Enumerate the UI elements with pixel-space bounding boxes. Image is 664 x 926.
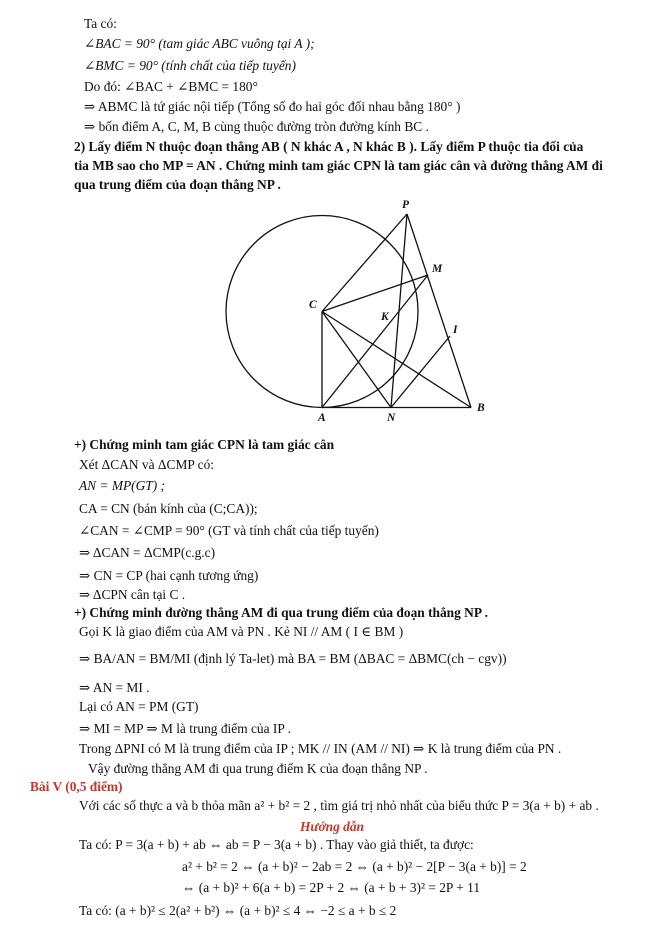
- define-k: Gọi K là giao điểm của AM và PN . Kẻ NI // AM ( I ∈ BM ): [79, 624, 404, 639]
- m-midpoint-ip: ⇒ MI = MP ⇒ M là trung điểm của IP .: [79, 721, 291, 736]
- bai-v-heading: Bài V (0,5 điểm): [30, 779, 123, 794]
- cpn-isosceles: ⇒ ΔCPN cân tại C .: [79, 587, 186, 602]
- problem-2-line-3: qua trung điểm của đoạn thẳng NP .: [74, 177, 281, 192]
- problem-2-line-1: 2) Lấy điểm N thuộc đoạn thẳng AB ( N khác A , N khác B ). Lấy điểm P thuộc tia đối của: [74, 139, 584, 154]
- congruent-triangles: ⇒ ΔCAN = ΔCMP(c.g.c): [79, 545, 216, 560]
- k-midpoint-pn: Trong ΔPNI có M là trung điểm của IP ; MK // IN (AM // NI) ⇒ K là trung điểm của PN .: [79, 741, 562, 756]
- sum-angles-statement: Do đó: ∠BAC + ∠BMC = 180°: [84, 79, 258, 94]
- subheading-isosceles: +) Chứng minh tam giác CPN là tam giác cân: [74, 437, 335, 452]
- solution-line-1: Ta có: P = 3(a + b) + ab ⇔ ab = P − 3(a + b) . Thay vào giả thiết, ta được:: [79, 837, 474, 852]
- right-angles-equal: ∠CAN = ∠CMP = 90° (GT và tính chất của tiếp tuyến): [79, 523, 379, 538]
- label-b: B: [477, 402, 485, 414]
- label-m: M: [432, 263, 443, 275]
- label-p: P: [402, 199, 410, 211]
- label-k: K: [381, 311, 389, 323]
- ca-equals-cn: CA = CN (bán kính của (C;CA));: [79, 501, 258, 516]
- problem-2-line-2: tia MB sao cho MP = AN . Chứng minh tam giác CPN là tam giác cân và đường thẳng AM đi: [74, 158, 603, 173]
- cn-equals-cp: ⇒ CN = CP (hai cạnh tương ứng): [79, 568, 259, 583]
- solution-line-2: a² + b² = 2 ⇔ (a + b)² − 2ab = 2 ⇔ (a + b)² − 2[P − 3(a + b)] = 2: [182, 859, 527, 874]
- segment-am: [322, 275, 428, 408]
- huong-dan-heading: Hướng dẫn: [300, 819, 364, 834]
- solution-line-4: Ta có: (a + b)² ≤ 2(a² + b²) ⇔ (a + b)² ≤ 4 ⇔ −2 ≤ a + b ≤ 2: [79, 903, 397, 918]
- conclusion: Vậy đường thẳng AM đi qua trung điểm K của đoạn thẳng NP .: [88, 761, 428, 776]
- label-i: I: [453, 324, 458, 336]
- solution-line-3: ⇔ (a + b)² + 6(a + b) = 2P + 2 ⇔ (a + b + 3)² = 2P + 11: [182, 880, 481, 895]
- angle-bmc-statement: ∠BMC = 90° (tính chất của tiếp tuyến): [84, 58, 296, 73]
- bai-v-statement: Với các số thực a và b thỏa mãn a² + b² = 2 , tìm giá trị nhỏ nhất của biểu thức P = 3(a + b) + ab .: [79, 798, 599, 813]
- an-equals-mi: ⇒ AN = MI .: [79, 680, 150, 695]
- label-a: A: [318, 412, 326, 424]
- segment-np: [391, 214, 407, 408]
- cyclic-quad-statement: ⇒ ABMC là tứ giác nội tiếp (Tổng số đo hai góc đối nhau bằng 180° ): [84, 99, 461, 114]
- segment-ni: [391, 336, 450, 408]
- segment-pb: [407, 214, 471, 408]
- an-equals-mp: AN = MP(GT) ;: [79, 478, 166, 493]
- angle-bac-statement: ∠BAC = 90° (tam giác ABC vuông tại A );: [84, 36, 315, 51]
- label-n: N: [387, 412, 396, 424]
- thales-ratio: ⇒ BA/AN = BM/MI (định lý Ta-let) mà BA = BM (ΔBAC = ΔBMC(ch − cgv)): [79, 651, 507, 666]
- segment-cn: [322, 312, 391, 408]
- segment-cb: [322, 312, 471, 408]
- label-c: C: [309, 299, 317, 311]
- consider-triangles: Xét ΔCAN và ΔCMP có:: [79, 457, 215, 472]
- an-equals-pm: Lại có AN = PM (GT): [79, 699, 199, 714]
- four-points-statement: ⇒ bốn điểm A, C, M, B cùng thuộc đường tròn đường kính BC .: [84, 119, 429, 134]
- text-ta-co: Ta có:: [84, 16, 117, 31]
- geometry-figure: [195, 196, 495, 428]
- subheading-midpoint: +) Chứng minh đường thẳng AM đi qua trung điểm của đoạn thẳng NP .: [74, 605, 488, 620]
